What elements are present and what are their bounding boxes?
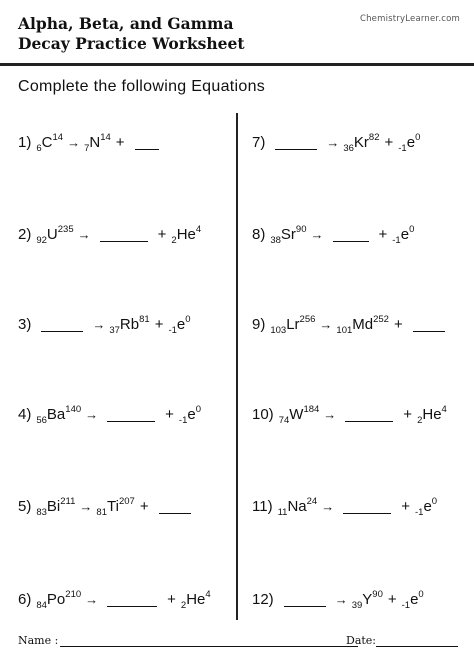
atomic-number: 83: [36, 507, 47, 518]
equation-number: 1): [18, 134, 32, 151]
mass-number: 24: [306, 496, 318, 507]
arrow-icon: →: [319, 317, 333, 332]
answer-blank[interactable]: [107, 605, 157, 607]
mass-number: 256: [299, 314, 316, 325]
nuclide: [178, 404, 201, 426]
answer-blank[interactable]: [135, 148, 159, 150]
atomic-number: -1: [392, 235, 401, 246]
answer-blank[interactable]: [275, 148, 317, 150]
equation-12: [252, 590, 424, 612]
nuclide: [36, 132, 64, 154]
arrow-icon: →: [321, 499, 335, 514]
element-symbol: Po: [46, 591, 66, 608]
atomic-number: 81: [96, 507, 107, 518]
mass-number: 4: [195, 224, 202, 235]
equation-number: 4): [18, 406, 32, 423]
instruction-text: Complete the following Equations: [18, 78, 266, 95]
arrow-icon: →: [323, 407, 337, 422]
atomic-number: -1: [401, 600, 411, 611]
atomic-number: 36: [343, 143, 354, 154]
element-symbol: He: [176, 226, 196, 243]
nuclide: [36, 589, 82, 611]
atomic-number: -1: [168, 325, 177, 336]
mass-number: 140: [65, 404, 82, 415]
arrow-icon: →: [85, 592, 99, 607]
plus-sign: +: [157, 226, 167, 243]
mass-number: 0: [431, 496, 438, 507]
mass-number: 211: [60, 496, 76, 507]
nuclide: [270, 224, 307, 246]
element-symbol: e: [406, 134, 416, 151]
date-label: Date:: [346, 634, 377, 647]
arrow-icon: →: [92, 317, 106, 332]
atomic-number: 74: [278, 415, 290, 426]
answer-blank[interactable]: [333, 240, 369, 242]
plus-sign: +: [154, 316, 164, 333]
mass-number: 82: [368, 132, 380, 143]
atomic-number: 101: [336, 325, 353, 336]
nuclide: [336, 314, 389, 336]
mass-number: 252: [373, 314, 389, 325]
arrow-icon: →: [85, 407, 99, 422]
name-label: Name :: [18, 634, 59, 647]
element-symbol: He: [422, 406, 442, 423]
nuclide: [392, 224, 415, 246]
atomic-number: 11: [277, 507, 288, 518]
equation-number: 9): [252, 316, 266, 333]
element-symbol: Md: [352, 316, 374, 333]
header-rule: [0, 63, 474, 66]
arrow-icon: →: [310, 227, 324, 242]
element-symbol: Lr: [286, 316, 300, 333]
mass-number: 4: [441, 404, 447, 415]
mass-number: 0: [418, 589, 424, 600]
answer-blank[interactable]: [41, 330, 83, 332]
atomic-number: 92: [36, 235, 47, 246]
mass-number: 90: [295, 224, 307, 235]
element-symbol: e: [400, 226, 410, 243]
answer-blank[interactable]: [343, 512, 391, 514]
plus-sign: +: [139, 498, 149, 515]
plus-sign: +: [167, 591, 176, 608]
element-symbol: Y: [362, 591, 373, 608]
equation-3: [18, 225, 201, 247]
worksheet-title: [18, 14, 245, 54]
atomic-number: 103: [270, 325, 287, 336]
nuclide: [401, 589, 424, 611]
answer-blank[interactable]: [107, 420, 155, 422]
title-line-1: Alpha, Beta, and Gamma: [18, 14, 234, 33]
column-divider: [236, 113, 238, 620]
atomic-number: 7: [84, 143, 90, 154]
plus-sign: +: [384, 134, 394, 151]
element-symbol: Bi: [46, 498, 61, 515]
element-symbol: Rb: [119, 316, 140, 333]
atomic-number: -1: [178, 415, 188, 426]
element-symbol: Sr: [280, 226, 296, 243]
name-field[interactable]: [60, 646, 358, 647]
atomic-number: 2: [171, 235, 177, 246]
atomic-number: 39: [351, 600, 363, 611]
equation-8: [252, 405, 447, 427]
equation-number: 5): [18, 498, 32, 515]
answer-blank[interactable]: [159, 512, 191, 514]
atomic-number: 84: [36, 600, 47, 611]
plus-sign: +: [403, 406, 413, 423]
title-line-2: Decay Practice Worksheet: [18, 34, 245, 53]
answer-blank[interactable]: [100, 240, 148, 242]
equation-7: [18, 405, 201, 427]
element-symbol: e: [187, 406, 196, 423]
element-symbol: Ba: [46, 406, 66, 423]
mass-number: 4: [205, 589, 211, 600]
plus-sign: +: [401, 498, 410, 515]
equation-number: 12): [252, 591, 274, 608]
nuclide: [96, 496, 135, 518]
element-symbol: Na: [287, 498, 307, 515]
arrow-icon: →: [67, 135, 81, 150]
element-symbol: e: [176, 316, 186, 333]
equation-number: 3): [18, 316, 32, 333]
nuclide: [36, 404, 82, 426]
arrow-icon: →: [79, 499, 93, 514]
atomic-number: -1: [398, 143, 407, 154]
atomic-number: 56: [36, 415, 47, 426]
nuclide: [351, 589, 383, 611]
arrow-icon: →: [326, 135, 340, 150]
plus-sign: +: [393, 316, 403, 333]
element-symbol: U: [46, 226, 58, 243]
nuclide: [398, 132, 421, 154]
atomic-number: 37: [109, 325, 120, 336]
mass-number: 210: [65, 589, 82, 600]
equation-number: 7): [252, 134, 266, 151]
atomic-number: -1: [414, 507, 424, 518]
atomic-number: 6: [36, 143, 42, 154]
mass-number: 14: [52, 132, 64, 143]
answer-blank[interactable]: [413, 330, 445, 332]
nuclide: [171, 224, 202, 246]
equation-number: 11): [252, 498, 273, 515]
equation-10: [252, 497, 437, 519]
nuclide: [36, 496, 76, 518]
nuclide: [270, 314, 316, 336]
equation-number: 2): [18, 226, 32, 243]
element-symbol: e: [423, 498, 432, 515]
element-symbol: W: [289, 406, 304, 423]
nuclide: [417, 404, 447, 426]
plus-sign: +: [387, 591, 397, 608]
equation-number: 6): [18, 591, 32, 608]
answer-blank[interactable]: [284, 605, 326, 607]
mass-number: 0: [409, 224, 415, 235]
atomic-number: 38: [270, 235, 281, 246]
answer-blank[interactable]: [345, 420, 393, 422]
mass-number: 14: [100, 132, 111, 143]
nuclide: [343, 132, 380, 154]
arrow-icon: →: [77, 227, 91, 242]
mass-number: 207: [118, 496, 135, 507]
equation-number: 10): [252, 406, 274, 423]
element-symbol: C: [41, 134, 53, 151]
nuclide: [278, 404, 320, 426]
date-field[interactable]: [376, 646, 458, 647]
equation-number: 8): [252, 226, 266, 243]
brand-logo: ChemistryLearner.com: [359, 14, 460, 24]
mass-number: 90: [372, 589, 383, 600]
mass-number: 0: [185, 314, 191, 325]
element-symbol: He: [186, 591, 206, 608]
nuclide: [109, 314, 150, 336]
equation-5: [18, 315, 191, 337]
element-symbol: e: [410, 591, 419, 608]
equation-9: [18, 497, 196, 519]
element-symbol: N: [89, 134, 101, 151]
arrow-icon: →: [334, 592, 348, 607]
equation-6: [252, 315, 450, 337]
mass-number: 0: [195, 404, 201, 415]
element-symbol: Kr: [353, 134, 369, 151]
nuclide: [180, 589, 211, 611]
nuclide: [84, 132, 111, 154]
equation-4: [252, 225, 414, 247]
mass-number: 184: [303, 404, 320, 415]
equation-11: [18, 590, 211, 612]
nuclide: [277, 496, 318, 518]
nuclide: [414, 496, 438, 518]
mass-number: 0: [415, 132, 421, 143]
plus-sign: +: [165, 406, 174, 423]
plus-sign: +: [378, 226, 388, 243]
equation-2: [252, 133, 420, 155]
atomic-number: 2: [417, 415, 423, 426]
equation-1: [18, 133, 164, 155]
plus-sign: +: [115, 134, 125, 151]
nuclide: [36, 224, 74, 246]
atomic-number: 2: [180, 600, 187, 611]
mass-number: 81: [139, 314, 150, 325]
nuclide: [168, 314, 191, 336]
element-symbol: Ti: [107, 498, 119, 515]
mass-number: 235: [57, 224, 74, 235]
